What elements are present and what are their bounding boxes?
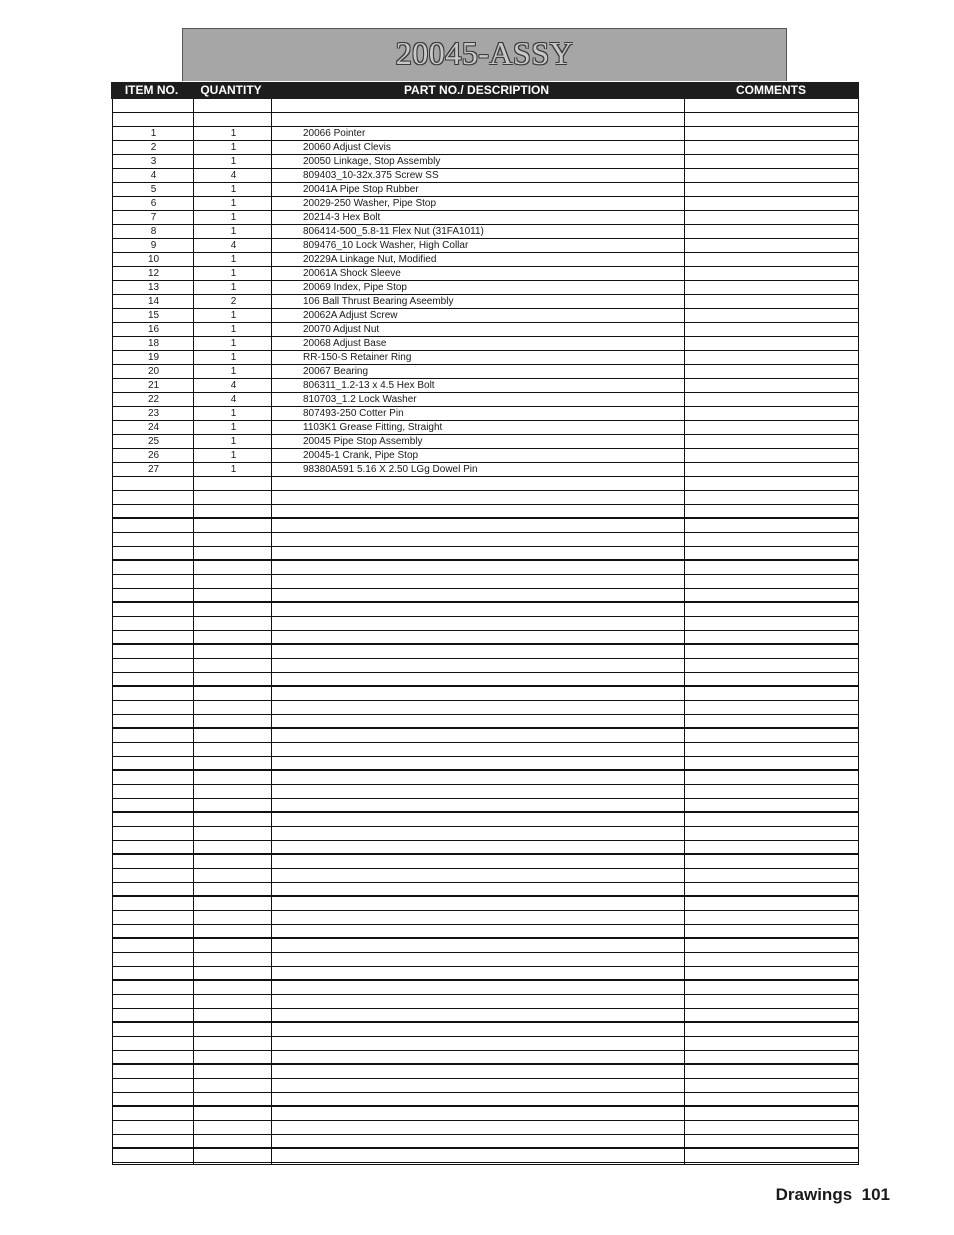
- item-cell: 25: [147, 436, 160, 447]
- part-description-cell: RR-150-S Retainer Ring: [303, 352, 412, 363]
- item-cell: 8: [150, 226, 157, 237]
- quantity-cell: 1: [230, 352, 237, 363]
- item-cell: 16: [147, 324, 160, 335]
- page-footer: [776, 1185, 890, 1205]
- blank-table-row: [113, 1023, 858, 1037]
- item-cell: 10: [147, 254, 160, 265]
- column-divider: [193, 99, 194, 1164]
- blank-table-row: [113, 827, 858, 841]
- quantity-cell: 4: [230, 394, 237, 405]
- table-row: [113, 253, 858, 267]
- table-row: [113, 323, 858, 337]
- quantity-cell: 1: [230, 464, 237, 475]
- item-cell: 2: [150, 142, 157, 153]
- blank-table-row: [113, 701, 858, 715]
- blank-table-row: [113, 869, 858, 883]
- blank-table-row: [113, 561, 858, 575]
- part-description-cell: 106 Ball Thrust Bearing Aseembly: [303, 296, 454, 307]
- blank-table-row: [113, 589, 858, 603]
- table-row: [113, 267, 858, 281]
- quantity-cell: 4: [230, 240, 237, 251]
- table-row: [113, 155, 858, 169]
- blank-table-row: [113, 771, 858, 785]
- part-description-cell: 20214-3 Hex Bolt: [303, 212, 381, 223]
- table-row: [113, 379, 858, 393]
- quantity-cell: 1: [230, 366, 237, 377]
- item-cell: 9: [150, 240, 157, 251]
- quantity-cell: 1: [230, 198, 237, 209]
- blank-table-row: [113, 1149, 858, 1163]
- quantity-cell: 1: [230, 310, 237, 321]
- table-row: [113, 197, 858, 211]
- blank-table-row: [113, 855, 858, 869]
- quantity-cell: 4: [230, 170, 237, 181]
- page-title: 20045-ASSY: [395, 35, 574, 71]
- table-row: [113, 211, 858, 225]
- table-row: [113, 421, 858, 435]
- part-description-cell: 20060 Adjust Clevis: [303, 142, 391, 153]
- item-cell: 18: [147, 338, 160, 349]
- blank-table-row: [113, 533, 858, 547]
- quantity-cell: 1: [230, 128, 237, 139]
- blank-table-row: [113, 925, 858, 939]
- table-row: [113, 365, 858, 379]
- blank-table-row: [113, 1079, 858, 1093]
- item-cell: 4: [150, 170, 157, 181]
- blank-table-row: [113, 603, 858, 617]
- item-cell: 22: [147, 394, 160, 405]
- table-row: [113, 393, 858, 407]
- table-body: [113, 99, 858, 1163]
- item-cell: 19: [147, 352, 160, 363]
- part-description-cell: 20066 Pointer: [303, 128, 366, 139]
- blank-table-row: [113, 1121, 858, 1135]
- part-description-cell: 20050 Linkage, Stop Assembly: [303, 156, 441, 167]
- quantity-cell: 1: [230, 268, 237, 279]
- blank-table-row: [113, 491, 858, 505]
- quantity-cell: 1: [230, 212, 237, 223]
- blank-table-row: [113, 99, 858, 113]
- item-cell: 15: [147, 310, 160, 321]
- part-description-cell: 807493-250 Cotter Pin: [303, 408, 404, 419]
- part-description-cell: 20067 Bearing: [303, 366, 369, 377]
- item-cell: 26: [147, 450, 160, 461]
- part-description-cell: 20229A Linkage Nut, Modified: [303, 254, 437, 265]
- table-row: [113, 141, 858, 155]
- blank-table-row: [113, 547, 858, 561]
- item-cell: 20: [147, 366, 160, 377]
- item-cell: 21: [147, 380, 160, 391]
- table-row: [113, 225, 858, 239]
- quantity-cell: 1: [230, 450, 237, 461]
- blank-table-row: [113, 757, 858, 771]
- quantity-cell: 4: [230, 380, 237, 391]
- blank-table-row: [113, 799, 858, 813]
- quantity-cell: 1: [230, 156, 237, 167]
- table-row: [113, 407, 858, 421]
- blank-table-row: [113, 813, 858, 827]
- quantity-cell: 1: [230, 422, 237, 433]
- blank-table-row: [113, 617, 858, 631]
- part-description-cell: 806311_1.2-13 x 4.5 Hex Bolt: [303, 380, 435, 391]
- blank-table-row: [113, 519, 858, 533]
- quantity-cell: 1: [230, 408, 237, 419]
- header-part-description: PART NO./ DESCRIPTION: [403, 83, 550, 97]
- blank-table-row: [113, 659, 858, 673]
- blank-table-row: [113, 575, 858, 589]
- item-cell: 24: [147, 422, 160, 433]
- footer-section: Drawings: [775, 1185, 853, 1204]
- part-description-cell: 809403_10-32x.375 Screw SS: [303, 170, 439, 181]
- part-description-cell: 810703_1.2 Lock Washer: [303, 394, 417, 405]
- part-description-cell: 20070 Adjust Nut: [303, 324, 380, 335]
- item-cell: 5: [150, 184, 157, 195]
- part-description-cell: 809476_10 Lock Washer, High Collar: [303, 240, 469, 251]
- part-description-cell: 20069 Index, Pipe Stop: [303, 282, 407, 293]
- table-row: [113, 337, 858, 351]
- blank-table-row: [113, 1065, 858, 1079]
- part-description-cell: 20045 Pipe Stop Assembly: [303, 436, 423, 447]
- quantity-cell: 1: [230, 254, 237, 265]
- part-description-cell: 20062A Adjust Screw: [303, 310, 398, 321]
- quantity-cell: 1: [230, 226, 237, 237]
- table-row: [113, 435, 858, 449]
- part-description-cell: 806414-500_5.8-11 Flex Nut (31FA1011): [303, 226, 484, 237]
- quantity-cell: 2: [230, 296, 237, 307]
- title-banner: [182, 28, 787, 81]
- blank-table-row: [113, 505, 858, 519]
- column-divider: [271, 99, 272, 1164]
- item-cell: 13: [147, 282, 160, 293]
- item-cell: 23: [147, 408, 160, 419]
- blank-table-row: [113, 645, 858, 659]
- blank-table-row: [113, 631, 858, 645]
- item-cell: 27: [147, 464, 160, 475]
- blank-table-row: [113, 841, 858, 855]
- blank-table-row: [113, 785, 858, 799]
- item-cell: 3: [150, 156, 157, 167]
- blank-table-row: [113, 477, 858, 491]
- quantity-cell: 1: [230, 338, 237, 349]
- blank-table-row: [113, 673, 858, 687]
- quantity-cell: 1: [230, 142, 237, 153]
- item-cell: 6: [150, 198, 157, 209]
- table-row: [113, 295, 858, 309]
- item-cell: 1: [150, 128, 157, 139]
- blank-table-row: [113, 1093, 858, 1107]
- blank-table-row: [113, 995, 858, 1009]
- quantity-cell: 1: [230, 324, 237, 335]
- blank-table-row: [113, 911, 858, 925]
- item-cell: 14: [147, 296, 160, 307]
- blank-table-row: [113, 1037, 858, 1051]
- table-row: [113, 183, 858, 197]
- table-row: [113, 239, 858, 253]
- header-item-no: ITEM NO.: [124, 83, 179, 97]
- table-row: [113, 351, 858, 365]
- blank-table-row: [113, 1009, 858, 1023]
- blank-table-row: [113, 729, 858, 743]
- blank-table-row: [113, 981, 858, 995]
- blank-table-row: [113, 743, 858, 757]
- blank-table-row: [113, 113, 858, 127]
- blank-table-row: [113, 1135, 858, 1149]
- item-cell: 12: [147, 268, 160, 279]
- table-row: [113, 281, 858, 295]
- blank-table-row: [113, 953, 858, 967]
- quantity-cell: 1: [230, 282, 237, 293]
- blank-table-row: [113, 687, 858, 701]
- table-row: [113, 169, 858, 183]
- blank-table-row: [113, 939, 858, 953]
- blank-table-row: [113, 1051, 858, 1065]
- quantity-cell: 1: [230, 184, 237, 195]
- part-description-cell: 20045-1 Crank, Pipe Stop: [303, 450, 419, 461]
- footer-page-number: 101: [861, 1185, 890, 1204]
- blank-table-row: [113, 897, 858, 911]
- blank-table-row: [113, 967, 858, 981]
- part-description-cell: 20061A Shock Sleeve: [303, 268, 401, 279]
- part-description-cell: 20041A Pipe Stop Rubber: [303, 184, 419, 195]
- blank-table-row: [113, 715, 858, 729]
- part-description-cell: 98380A591 5.16 X 2.50 LGg Dowel Pin: [303, 464, 478, 475]
- parts-table: [112, 99, 859, 1165]
- blank-table-row: [113, 1107, 858, 1121]
- part-description-cell: 1103K1 Grease Fitting, Straight: [303, 422, 443, 433]
- part-description-cell: 20029-250 Washer, Pipe Stop: [303, 198, 437, 209]
- table-header: [111, 82, 859, 99]
- table-row: [113, 449, 858, 463]
- blank-table-row: [113, 883, 858, 897]
- header-quantity: QUANTITY: [200, 83, 262, 97]
- quantity-cell: 1: [230, 436, 237, 447]
- table-row: [113, 127, 858, 141]
- table-row: [113, 463, 858, 477]
- header-comments: COMMENTS: [736, 83, 806, 97]
- table-row: [113, 309, 858, 323]
- part-description-cell: 20068 Adjust Base: [303, 338, 387, 349]
- column-divider: [684, 99, 685, 1164]
- item-cell: 7: [150, 212, 157, 223]
